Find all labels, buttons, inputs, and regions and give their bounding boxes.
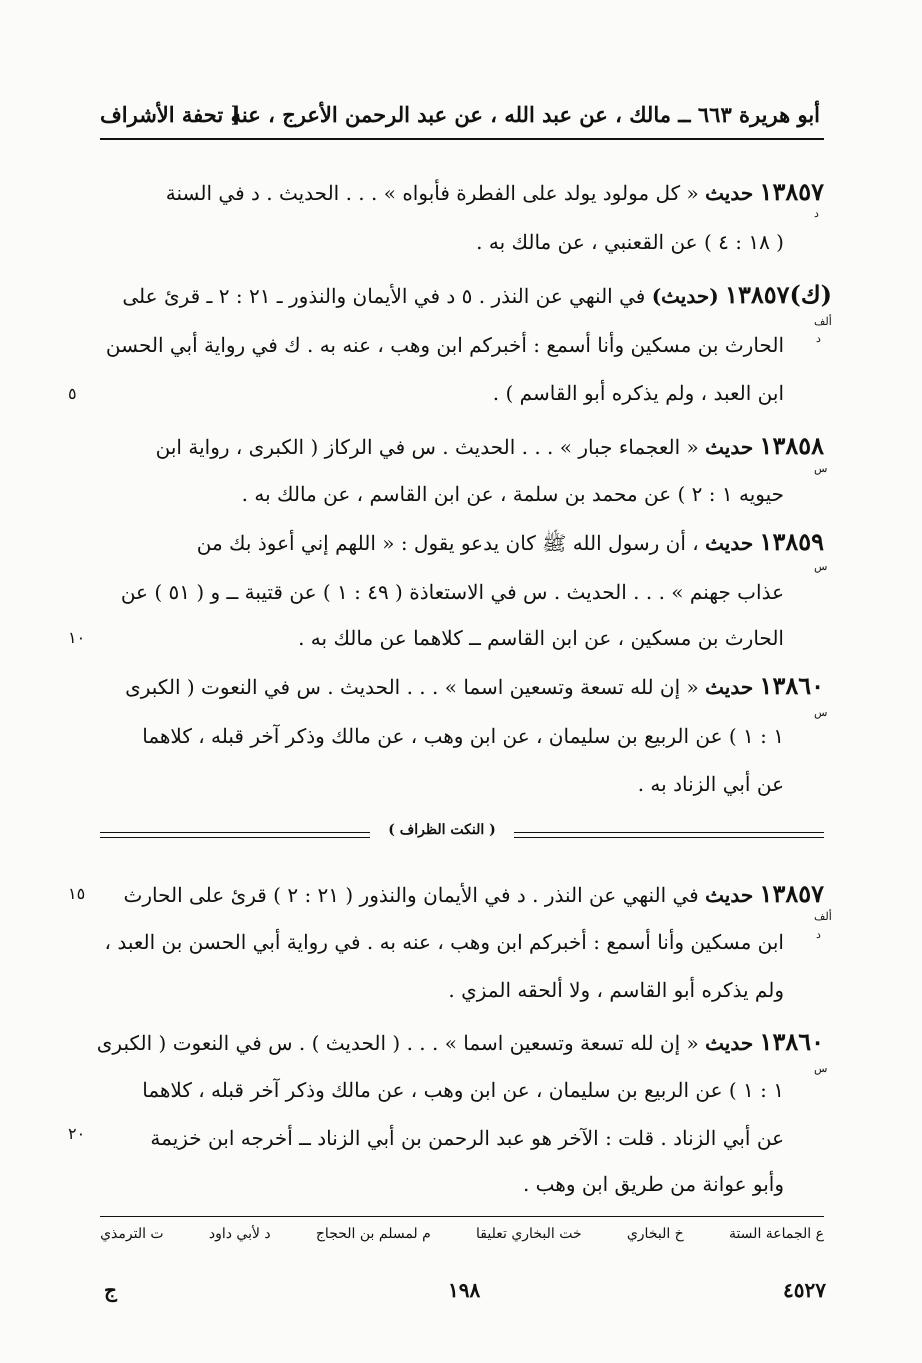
entry-line: ابن العبد ، ولم يذكره أبو القاسم ) .	[492, 381, 784, 405]
entry-text: « إن لله تسعة وتسعين اسما » . . . ( الحديث ) . س في النعوت ( الكبرى	[96, 1031, 699, 1055]
entry-line: الحارث بن مسكين ، عن ابن القاسم ــ كلاهما عن مالك به .	[298, 626, 784, 650]
abbrev-item: ت الترمذي	[100, 1226, 164, 1242]
hadith-keyword: حديث	[705, 1031, 754, 1055]
header-rule	[100, 138, 824, 140]
running-header	[100, 98, 820, 138]
entry-line	[100, 424, 824, 468]
hadith-entry-13857k	[100, 273, 832, 413]
line-number-marker: ٢٠	[68, 1124, 86, 1143]
entry-line: عن أبي الزناد . قلت : الآخر هو عبد الرحمن بن أبي الزناد ــ أخرجه ابن خزيمة	[150, 1126, 784, 1150]
hadith-number: ١٣٨٥٩	[759, 527, 824, 556]
entry-text: « العجماء جبار » . . . الحديث . س في الركاز ( الكبرى ، رواية ابن	[155, 435, 699, 459]
divider-label: ( النكت الظراف )	[388, 822, 496, 838]
entry-line: ١ : ١ ) عن الربيع بن سليمان ، عن ابن وهب ، عن مالك وذكر آخر قبله ، كلاهما	[142, 724, 784, 748]
entry-line: ابن مسكين وأنا أسمع : أخبركم ابن وهب ، عنه به . في رواية أبي الحسن بن العبد ،	[104, 930, 784, 954]
page-number: ١٩٨	[448, 1278, 481, 1302]
hadith-entry-13858	[100, 424, 824, 514]
line-number-marker: ٥	[68, 384, 77, 403]
divider-line-right	[514, 832, 824, 838]
margin-siglum: ألف	[814, 315, 832, 328]
abbrev-item: خ البخاري	[626, 1226, 684, 1242]
entry-text: ، أن رسول الله ﷺ كان يدعو يقول : « اللهم إني أعوذ بك من	[196, 531, 699, 555]
hadith-keyword: حديث	[705, 883, 754, 907]
part-letter: ج	[104, 1278, 117, 1302]
hadith-keyword: حديث	[705, 435, 754, 459]
divider-line-left	[100, 832, 370, 838]
line-number-marker: ١٥	[68, 884, 86, 903]
hadith-number: ١٣٨٦٠	[759, 1027, 824, 1056]
entry-line	[100, 872, 824, 916]
hadith-keyword: حديث	[705, 531, 754, 555]
entry-line	[96, 1020, 824, 1064]
margin-siglum: د	[816, 332, 821, 345]
nukat-entry-13860	[96, 1020, 824, 1210]
header-chapter: أبو هريرة ٦٦٣ ــ مالك ، عن عبد الله ، عن عبد الرحمن الأعرج ، عنه	[230, 102, 820, 127]
hadith-entry-13860	[100, 664, 824, 812]
entry-line: ولم يذكره أبو القاسم ، ولا ألحقه المزي .	[448, 978, 784, 1002]
abbreviation-key	[100, 1226, 824, 1242]
entry-line: عن أبي الزناد به .	[637, 772, 784, 796]
entry-text: « إن لله تسعة وتسعين اسما » . . . الحديث . س في النعوت ( الكبرى	[125, 675, 699, 699]
hadith-number: (ك)١٣٨٥٧	[725, 280, 832, 309]
header-book-title: [ تحفة الأشراف	[100, 102, 241, 127]
entry-line	[100, 520, 824, 564]
entry-line	[100, 170, 824, 214]
entry-line	[100, 664, 824, 708]
entry-line: وأبو عوانة من طريق ابن وهب .	[522, 1172, 784, 1196]
margin-siglum: س	[814, 462, 828, 475]
margin-siglum: س	[814, 706, 828, 719]
hadith-number: ١٣٨٥٧	[759, 879, 824, 908]
entry-text: « كل مولود يولد على الفطرة فأبواه » . . . الحديث . د في السنة	[165, 181, 699, 205]
entry-line: الحارث بن مسكين وأنا أسمع : أخبركم ابن وهب ، عنه به . ك في رواية أبي الحسن	[105, 333, 784, 357]
volume-number: ٤٥٢٧	[783, 1278, 826, 1302]
entry-line: ١ : ١ ) عن الربيع بن سليمان ، عن ابن وهب ، عن مالك وذكر آخر قبله ، كلاهما	[142, 1078, 784, 1102]
entry-line: حيويه ١ : ٢ ) عن محمد بن سلمة ، عن ابن القاسم ، عن مالك به .	[241, 482, 784, 506]
hadith-keyword: (حديث)	[651, 284, 719, 308]
margin-siglum: د	[814, 207, 819, 220]
margin-siglum: ألف	[814, 910, 832, 923]
entry-line: عذاب جهنم » . . . الحديث . س في الاستعاذة ( ٤٩ : ١ ) عن قتيبة ــ و ( ٥١ ) عن	[120, 580, 784, 604]
entry-line	[100, 273, 832, 317]
abbrev-item: خت البخاري تعليقا	[476, 1226, 582, 1242]
margin-siglum: س	[814, 560, 828, 573]
line-number-marker: ١٠	[68, 628, 86, 647]
margin-siglum: س	[814, 1062, 828, 1075]
margin-siglum: د	[816, 928, 821, 941]
hadith-number: ١٣٨٦٠	[759, 671, 824, 700]
hadith-keyword: حديث	[705, 181, 754, 205]
entry-text: في النهي عن النذر . د في الأيمان والنذور ( ٢١ : ٢ ) قرئ على الحارث	[123, 883, 699, 907]
hadith-number: ١٣٨٥٧	[759, 177, 824, 206]
footer-rule	[100, 1216, 824, 1217]
hadith-entry-13857	[100, 170, 824, 258]
abbrev-item: م لمسلم بن الحجاج	[315, 1226, 431, 1242]
entry-text: في النهي عن النذر . ٥ د في الأيمان والنذور ـ ٢١ : ٢ ـ قرئ على	[122, 284, 646, 308]
hadith-number: ١٣٨٥٨	[759, 431, 824, 460]
abbrev-item: ع الجماعة الستة	[728, 1226, 824, 1242]
hadith-keyword: حديث	[705, 675, 754, 699]
hadith-entry-13859	[100, 520, 824, 660]
nukat-entry-13857	[100, 872, 824, 1012]
entry-line: ( ١٨ : ٤ ) عن القعنبي ، عن مالك به .	[476, 230, 784, 254]
abbrev-item: د لأبي داود	[208, 1226, 271, 1242]
nukat-divider	[100, 822, 824, 852]
